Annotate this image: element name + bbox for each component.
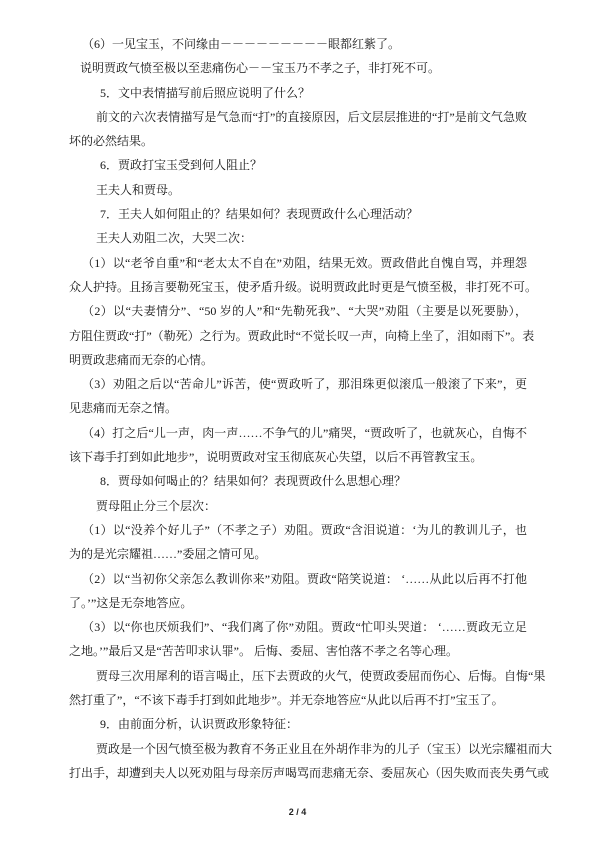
paragraph: [69, 737, 553, 786]
text-line: （2）以“当初你父亲怎么教训你来”劝阻。贾政“陪笑说道： ‘……从此以后再不打他: [82, 571, 527, 586]
page-number: 2 / 4: [288, 807, 307, 817]
text-line: （2）以“夫妻情分”、“50 岁的人”和“先勒死我”、“大哭”劝阻（主要是以死要胁），: [82, 304, 527, 319]
document-body: [69, 32, 553, 785]
text-line: 明贾政悲痛而无奈的心情。: [69, 352, 214, 367]
paragraph: [69, 494, 527, 518]
text-line: 打出手，却遭到夫人以死劝阻与母亲厉声喝骂而悲痛无奈、委屈灰心（因失败而丧失勇气或: [69, 765, 550, 780]
text-line: 方阻住贾政“打”（勒死）之行为。贾政此时“不觉长叹一声，向椅上坐了，泪如雨下”。表: [69, 328, 535, 343]
question-heading: [69, 153, 527, 177]
text-line: 然打重了”，“不该下毒手打到如此地步”。并无奈地答应“从此以后再不打”宝玉了。: [69, 693, 504, 708]
paragraph: [69, 664, 546, 713]
text-line: （1）以“没养个好儿子”（不孝之子）劝阻。贾政“含泪说道：‘为儿的教训儿子，也: [82, 522, 527, 537]
list-item: [69, 372, 527, 421]
text-line: 前文的六次表情描写是气急而“打”的直接原因，后文层层推进的“打”是前文气急败: [96, 109, 527, 124]
list-item: [69, 615, 527, 664]
text-line: 王夫人和贾母。: [96, 182, 181, 197]
text-line: （1）以“老爷自重”和“老太太不自在”劝阻，结果无效。贾政借此自愧自骂，并理怨: [82, 255, 527, 270]
paragraph: [69, 178, 527, 202]
text-line: 说明贾政气愤至极以至悲痛伤心－－宝玉乃不孝之子，非打死不可。: [80, 61, 441, 76]
text-line: 5．文中表情描写前后照应说明了什么？: [100, 85, 311, 100]
text-line: 为的是光宗耀祖……”委屈之情可见。: [69, 547, 267, 562]
text-line: 9．由前面分析，认识贾政形象特征：: [100, 717, 299, 732]
list-item: [69, 421, 527, 470]
text-line: （3）劝阻之后以“苦命儿”诉苦，使“贾政听了，那泪珠更似滚瓜一般滚了下来”，更: [82, 377, 527, 392]
text-line: 8．贾母如何喝止的？结果如何？表现贾政什么思想心理？: [100, 474, 407, 489]
list-item: [69, 518, 527, 567]
text-line: （6）一见宝玉，不问缘由－－－－－－－－－眼都红紫了。: [82, 37, 401, 51]
list-item: [69, 567, 527, 616]
text-line: 贾政是一个因气愤至极为教育不务正业且在外胡作非为的儿子（宝玉）以光宗耀祖而大: [96, 741, 553, 756]
list-item: [69, 251, 538, 300]
text-line: （3）以“你也厌烦我们”、“我们离了你”劝阻。贾政“忙叩头哭道： ‘……贾政无立足: [82, 620, 527, 635]
text-line: 众人护持。且扬言要勒死宝玉，使矛盾升级。说明贾政此时更是气愤至极，非打死不可。: [69, 279, 538, 294]
text-line: 之地。’”最后又是“苦苦叩求认罪”。 后悔、委屈、害怕落不孝之名等心理。: [69, 644, 458, 659]
paragraph: [69, 56, 527, 80]
list-item: [69, 32, 527, 56]
paragraph: [69, 226, 527, 250]
list-item: [69, 299, 535, 372]
text-line: 王夫人劝阻二次，大哭二次：: [96, 231, 253, 246]
text-line: （4）打之后“儿一声，肉一声……不争气的儿”痛哭，“贾政听了，也就灰心，自悔不: [82, 425, 527, 440]
text-line: 7．王夫人如何阻止的？结果如何？表现贾政什么心理活动？: [100, 207, 419, 222]
question-heading: [69, 81, 527, 105]
text-line: 贾母阻止分三个层次：: [96, 498, 217, 513]
text-line: 贾母三次用犀利的语言喝止，压下去贾政的火气，使贾政委屈而伤心、后悔。自悔“果: [96, 668, 546, 683]
text-line: 该下毒手打到如此地步”，说明贾政对宝玉彻底灰心失望，以后不再管教宝玉。: [69, 450, 483, 465]
text-line: 见悲痛而无奈之情。: [69, 401, 178, 416]
text-line: 了。’”这是无奈地答应。: [69, 595, 193, 610]
question-heading: [69, 469, 527, 493]
question-heading: [69, 712, 527, 736]
paragraph: [69, 105, 527, 154]
question-heading: [69, 202, 527, 226]
text-line: 坏的必然结果。: [69, 134, 154, 149]
text-line: 6．贾政打宝玉受到何人阻止？: [100, 158, 263, 173]
